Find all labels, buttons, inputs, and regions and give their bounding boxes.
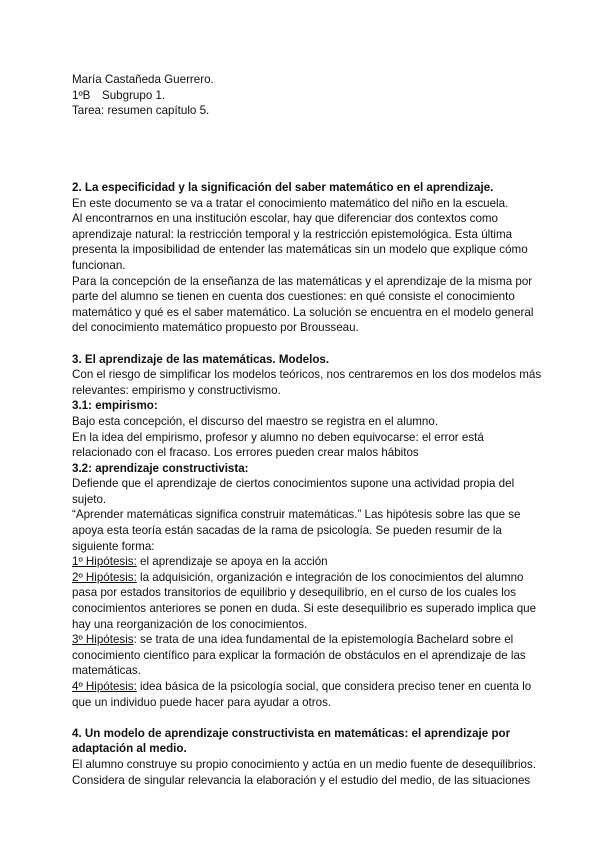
hypothesis-1-text: el aprendizaje se apoya en la acción bbox=[136, 555, 328, 569]
hypothesis-2-text: la adquisición, organización e integración de los conocimientos del alumno pasa por estados transitorios de equilibrio y desequilibrio, en el curso de los cuales los conocimientos anteriores se ponen en duda. Si este desequilibrio es superado implica que hay una reorganización de los conocimientos. bbox=[72, 570, 537, 631]
section-2-paragraph-3: Para la concepción de la enseñanza de las matemáticas y el aprendizaje de la misma por parte del alumno se tienen en cuenta dos cuestiones: en qué consiste el conocimiento matemático y qué es el saber matemático. La solución se encuentra en el modelo general del conocimiento matemático propuesto por Brousseau. bbox=[72, 274, 534, 335]
hypothesis-3 bbox=[72, 632, 542, 679]
section-4-paragraph-1: El alumno construye su propio conocimiento y actúa en un medio fuente de desequilibrios. Considera de singular relevancia la elaboración y el estudio del medio, de las situaciones bbox=[72, 757, 537, 787]
hypothesis-1 bbox=[72, 554, 542, 570]
hypothesis-2 bbox=[72, 570, 542, 632]
section-2-paragraph-1: En este documento se va a tratar el conocimiento matemático del niño en la escuela. bbox=[72, 196, 509, 210]
hypothesis-3-label: 3º Hipótesis bbox=[72, 633, 134, 647]
hypothesis-4 bbox=[72, 679, 542, 710]
task-line: Tarea: resumen capítulo 5. bbox=[72, 104, 210, 118]
spacer bbox=[72, 710, 542, 726]
hypothesis-3-text: : se trata de una idea fundamental de la epistemología Bachelard sobre el conocimiento científico para explicar la formación de obstáculos en el aprendizaje de las matemáticas. bbox=[72, 633, 526, 678]
section-4-heading: 4. Un modelo de aprendizaje constructivista en matemáticas: el aprendizaje por adaptación al medio. bbox=[72, 726, 511, 756]
section-2-paragraph-2: Al encontrarnos en una institución escolar, hay que diferenciar dos contextos como aprendizaje natural: la restricción temporal y la restricción epistemológica. Esta última presenta la imposibilidad de entender las matemáticas sin un modelo que explique cómo funcionan. bbox=[72, 212, 528, 272]
hypothesis-2-label: 2º Hipótesis: bbox=[72, 570, 137, 584]
subgroup-label: Subgrupo 1. bbox=[102, 88, 166, 102]
hypothesis-1-label: 1º Hipótesis: bbox=[72, 555, 137, 569]
subsection-3-1-heading: 3.1: empirismo: bbox=[72, 399, 158, 413]
subsection-3-1-paragraph-1: Bajo esta concepción, el discurso del maestro se registra en el alumno. bbox=[72, 414, 439, 428]
section-2-heading: 2. La especificidad y la significación del saber matemático en el aprendizaje. bbox=[72, 181, 494, 194]
subsection-3-2-paragraph-2: “Aprender matemáticas significa construir matemáticas.” Las hipótesis sobre las que se apoya esta teoría están sacadas de la rama de psicología. Se pueden resumir de la siguiente forma: bbox=[72, 508, 521, 553]
section-3-heading: 3. El aprendizaje de las matemáticas. Modelos. bbox=[72, 352, 330, 366]
section-3-paragraph-1: Con el riesgo de simplificar los modelos teóricos, nos centraremos en los dos modelos más relevantes: empirismo y constructivismo. bbox=[72, 368, 542, 397]
hypothesis-4-label: 4º Hipótesis: bbox=[72, 680, 137, 693]
subsection-3-2-paragraph-1: Defiende que el aprendizaje de ciertos conocimientos supone una actividad propia del sujeto. bbox=[72, 477, 515, 506]
author-name: María Castañeda Guerrero. bbox=[72, 73, 214, 86]
hypothesis-4-text: idea básica de la psicología social, que considera preciso tener en cuenta lo que un individuo puede hacer para ayudar a otros. bbox=[72, 680, 532, 709]
document-header bbox=[72, 72, 214, 119]
subsection-3-1-paragraph-2: En la idea del empirismo, profesor y alumno no deben equivocarse: el error está relacionado con el fracaso. Los errores pueden crear malos hábitos bbox=[72, 430, 484, 460]
subsection-3-2-heading: 3.2: aprendizaje constructivista: bbox=[72, 461, 249, 475]
group-line bbox=[72, 88, 214, 104]
document-body bbox=[72, 180, 542, 788]
group-label: 1ºB bbox=[72, 88, 91, 102]
spacer bbox=[72, 336, 542, 352]
